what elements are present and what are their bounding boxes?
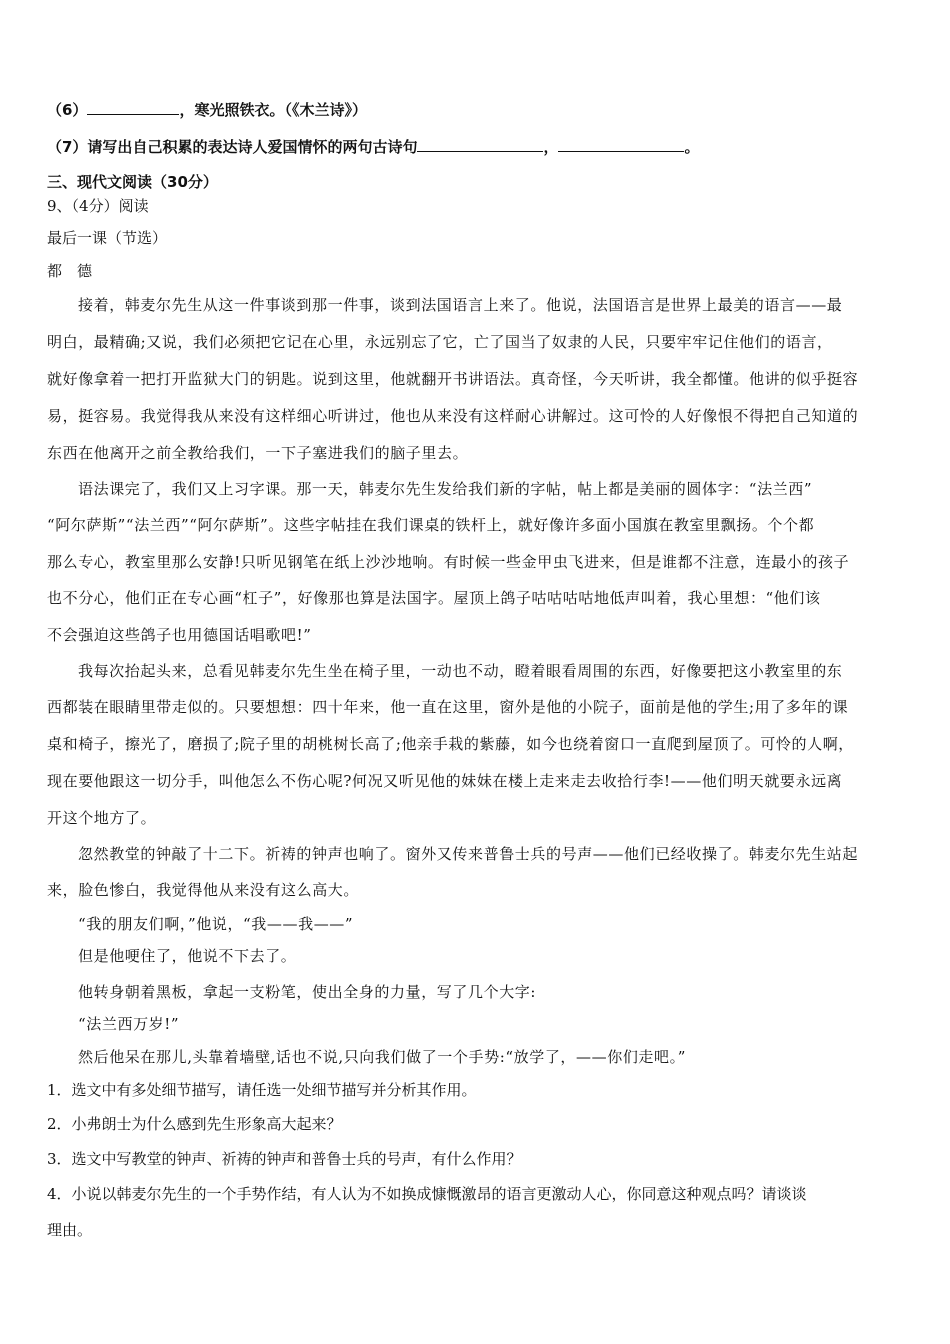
question-item: 1．选文中有多处细节描写，请任选一处细节描写并分析其作用。	[47, 1081, 477, 1099]
question-6	[47, 100, 907, 120]
question-7-separator: ，	[543, 138, 559, 156]
question-item: 3．选文中写教堂的钟声、祈祷的钟声和普鲁士兵的号声，有什么作用？	[47, 1150, 522, 1168]
article-line: 也不分心，他们正在专心画“杠子”，好像那也算是法国字。屋顶上鸽子咕咕咕咕地低声叫着，我心里想：“他们该	[47, 589, 821, 607]
article-line: 不会强迫这些鸽子也用德国话唱歌吧!”	[47, 626, 312, 644]
section-3-title: 三、现代文阅读（30分）	[47, 173, 218, 191]
article-title: 最后一课（节选）	[47, 229, 168, 247]
article-line: 桌和椅子，擦光了，磨损了;院子里的胡桃树长高了;他亲手栽的紫藤，如今也绕着窗口一直爬到屋顶了。可怜的人啊，	[47, 735, 854, 753]
question-6-number: （6）	[47, 101, 88, 119]
question-7-end: 。	[684, 138, 700, 156]
question-item: 4．小说以韩麦尔先生的一个手势作结，有人认为不如换成慷慨激昂的语言更激动人心，你同意这种观点吗？请谈谈	[47, 1185, 807, 1203]
article-line: 忽然教堂的钟敲了十二下。祈祷的钟声也响了。窗外又传来普鲁士兵的号声——他们已经收操了。韩麦尔先生站起	[78, 845, 859, 863]
article-line: 明白，最精确;又说，我们必须把它记在心里，永远别忘了它，亡了国当了奴隶的人民，只要牢牢记住他们的语言，	[47, 333, 833, 351]
article-line: 他转身朝着黑板，拿起一支粉笔，使出全身的力量，写了几个大字:	[78, 983, 537, 1001]
article-line: 就好像拿着一把打开监狱大门的钥匙。说到这里，他就翻开书讲语法。真奇怪，今天听讲，我全都懂。他讲的似乎挺容	[47, 370, 859, 388]
article-line: 开这个地方了。	[47, 809, 157, 827]
question-7-text: （7）请写出自己积累的表达诗人爱国情怀的两句古诗句	[47, 138, 418, 156]
article-line: 那么专心，教室里那么安静!只听见钢笔在纸上沙沙地响。有时候一些金甲虫飞进来，但是谁都不注意，连最小的孩子	[47, 553, 850, 571]
question-9-header: 9、（4分）阅读	[47, 197, 149, 215]
article-line: “阿尔萨斯”“法兰西”“阿尔萨斯”。这些字帖挂在我们课桌的铁杆上，就好像许多面小国旗在教室里飘扬。个个都	[47, 516, 815, 534]
article-line: 但是他哽住了，他说不下去了。	[78, 947, 297, 965]
answer-blank[interactable]	[558, 137, 684, 152]
article-line: 易，挺容易。我觉得我从来没有这样细心听讲过，他也从来没有这样耐心讲解过。这可怜的人好像恨不得把自己知道的	[47, 407, 859, 425]
question-7	[47, 137, 907, 157]
article-line: 西都装在眼睛里带走似的。只要想想：四十年来，他一直在这里，窗外是他的小院子，面前是他的学生;用了多年的课	[47, 698, 849, 716]
answer-blank[interactable]	[417, 137, 543, 152]
article-line: 我每次抬起头来，总看见韩麦尔先生坐在椅子里，一动也不动，瞪着眼看周围的东西，好像要把这小教室里的东	[78, 662, 843, 680]
article-line: 然后他呆在那儿,头靠着墙壁,话也不说,只向我们做了一个手势:“放学了，——你们走吧。”	[78, 1048, 686, 1066]
article-line: 语法课完了，我们又上习字课。那一天，韩麦尔先生发给我们新的字帖，帖上都是美丽的圆体字：“法兰西”	[78, 480, 813, 498]
article-line: “我的朋友们啊，”他说，“我——我——”	[78, 915, 354, 933]
article-line: “法兰西万岁!”	[78, 1015, 180, 1033]
article-author: 都 德	[47, 262, 93, 280]
answer-blank[interactable]	[87, 100, 179, 115]
question-item: 理由。	[47, 1221, 93, 1239]
article-line: 来，脸色惨白，我觉得他从来没有这么高大。	[47, 881, 360, 899]
article-line: 接着，韩麦尔先生从这一件事谈到那一件事，谈到法国语言上来了。他说，法国语言是世界上最美的语言——最	[78, 296, 843, 314]
question-6-text: ，寒光照铁衣。（《木兰诗》）	[179, 101, 367, 119]
question-item: 2．小弗朗士为什么感到先生形象高大起来？	[47, 1115, 342, 1133]
article-line: 东西在他离开之前全教给我们，一下子塞进我们的脑子里去。	[47, 444, 469, 462]
article-line: 现在要他跟这一切分手，叫他怎么不伤心呢?何况又听见他的妹妹在楼上走来走去收拾行李!——他们明天就要永远离	[47, 772, 843, 790]
